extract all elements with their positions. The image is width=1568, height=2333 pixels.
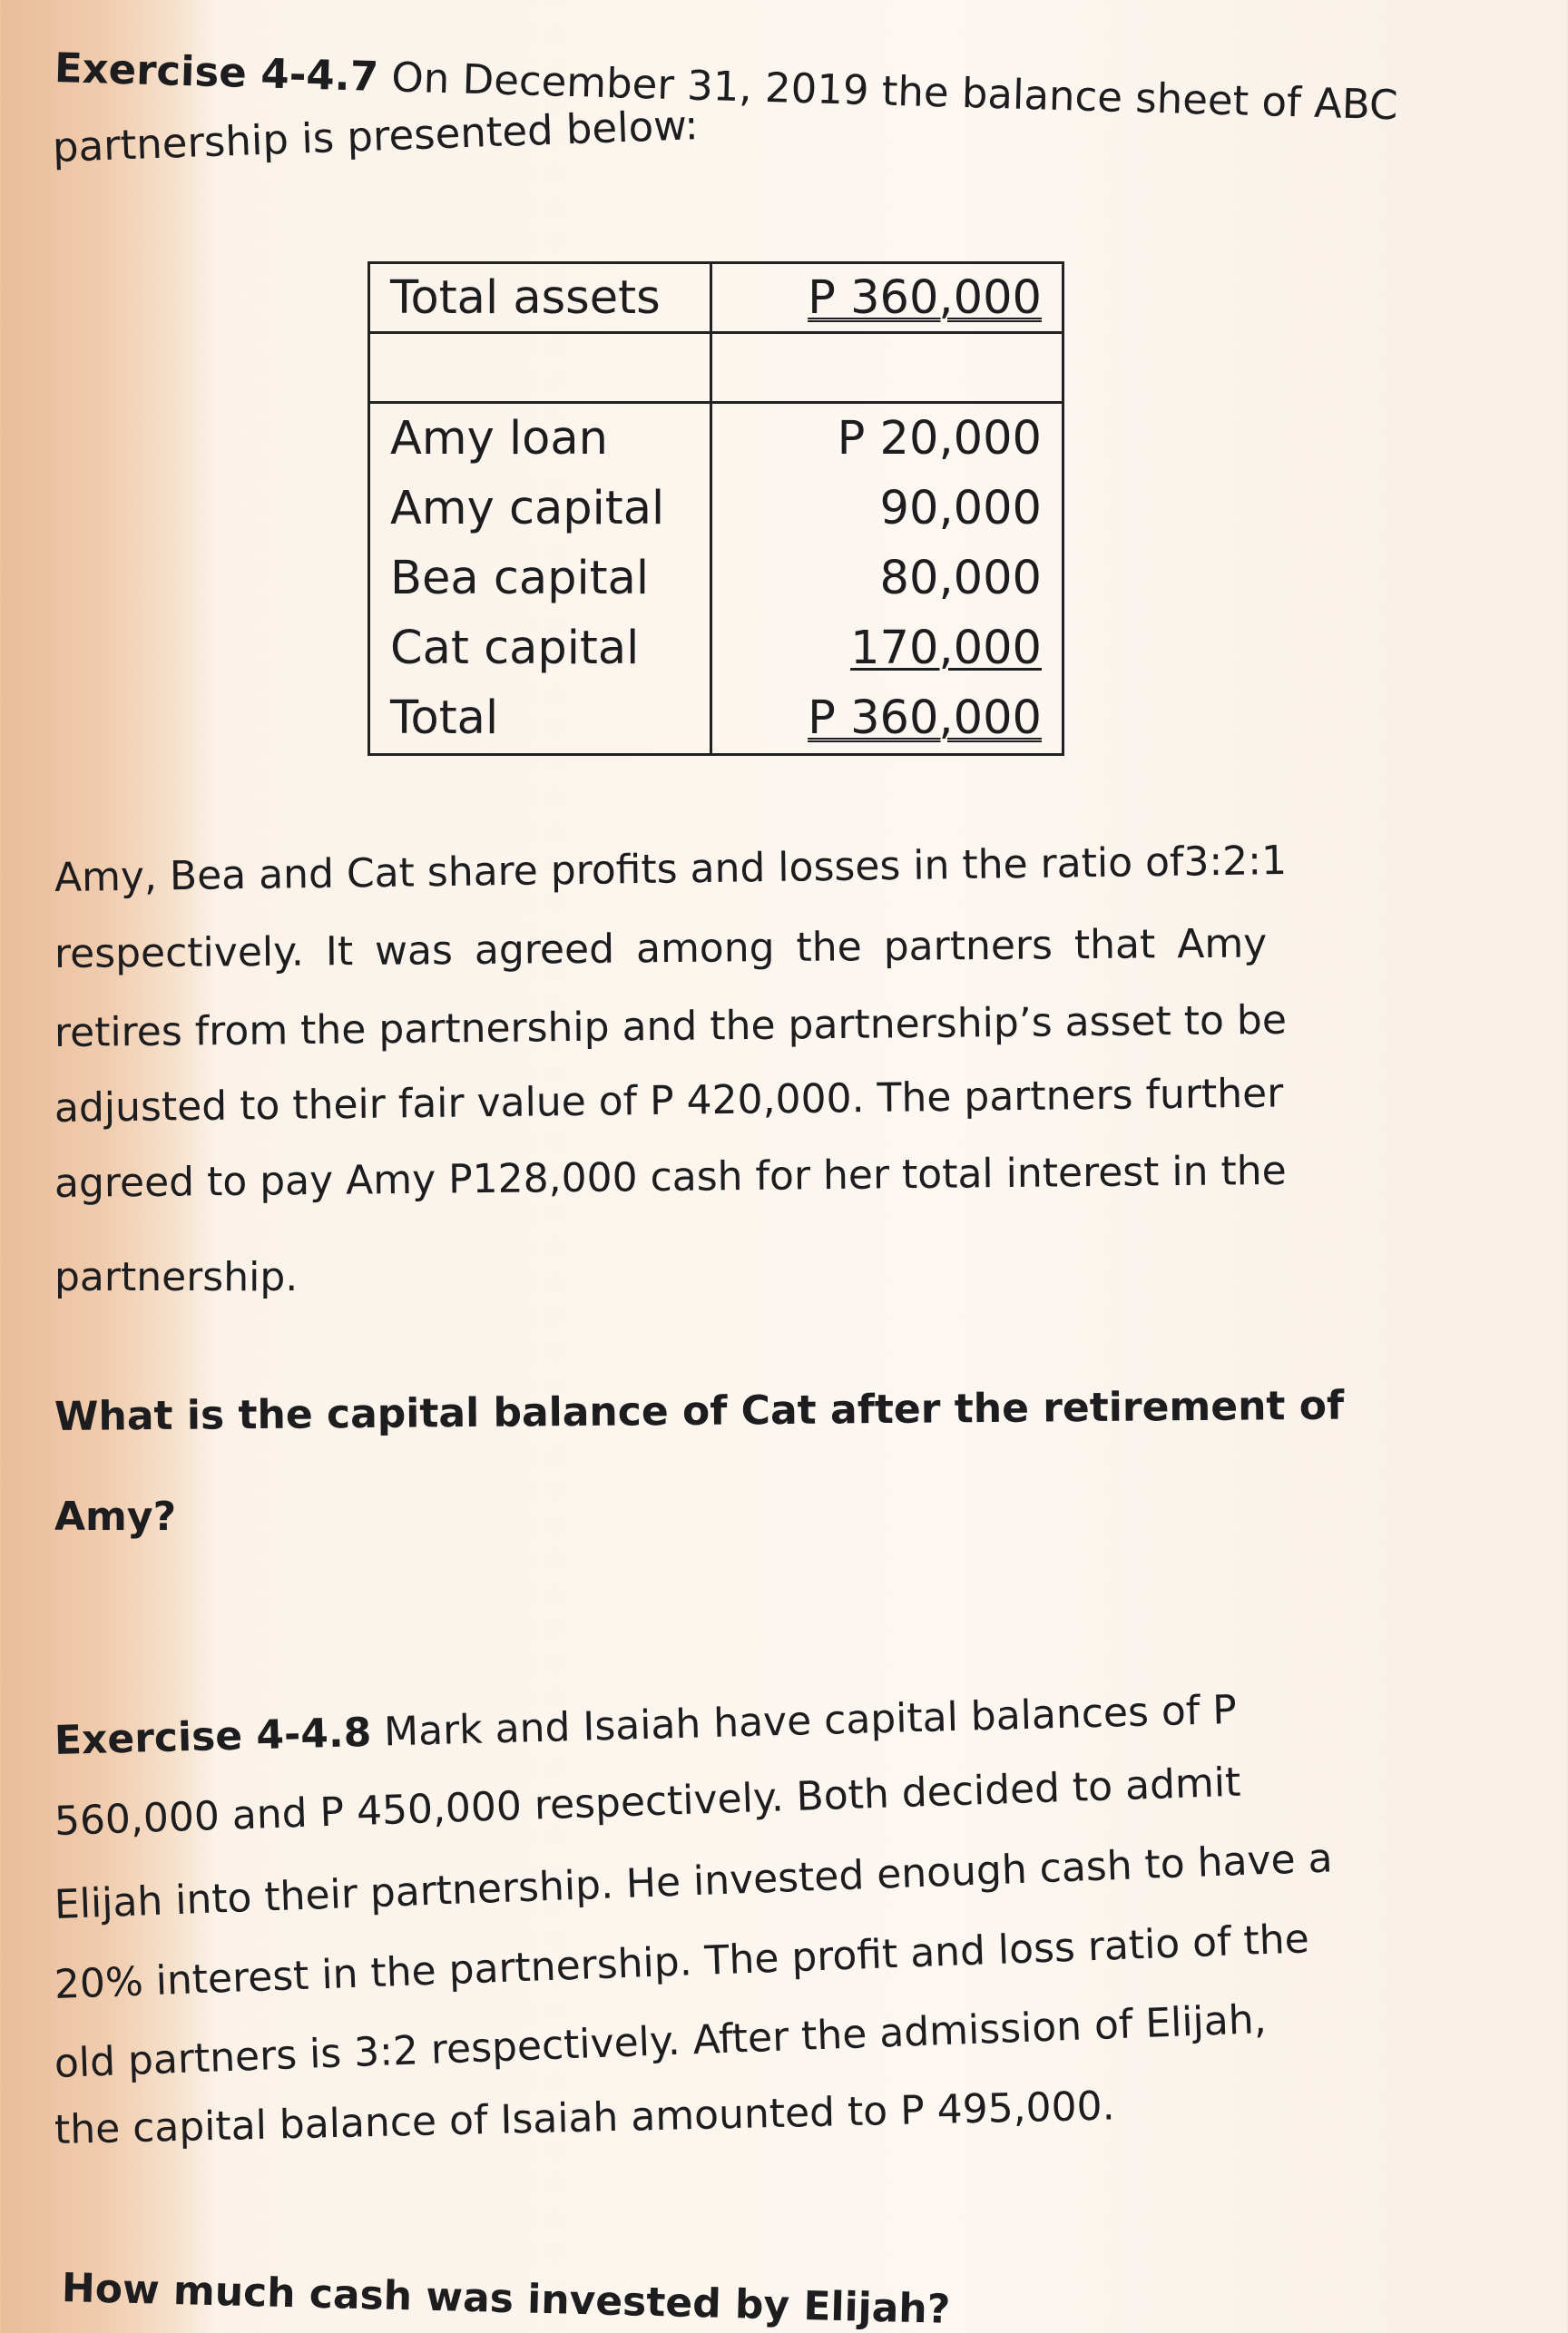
table-row xyxy=(369,544,1063,613)
table-row xyxy=(369,403,1063,475)
paragraph-line: the capital balance of Isaiah amounted to P 495,000. xyxy=(54,2083,1116,2153)
paragraph-line: 560,000 and P 450,000 respectively. Both decided to admit xyxy=(54,1759,1242,1845)
table-total-row xyxy=(369,683,1063,755)
row-label: Amy loan xyxy=(369,403,711,475)
question-line: What is the capital balance of Cat after the retirement of xyxy=(54,1382,1345,1440)
blank-cell xyxy=(711,333,1063,403)
cat-capital-amount: 170,000 xyxy=(850,622,1042,675)
question-line: How much cash was invested by Elijah? xyxy=(61,2265,951,2333)
row-label: Total xyxy=(369,683,711,755)
total-assets-row xyxy=(369,263,1063,333)
exercise-heading xyxy=(54,1686,1238,1764)
blank-row xyxy=(369,333,1063,403)
row-label: Cat capital xyxy=(369,613,711,683)
row-value: P 20,000 xyxy=(711,403,1063,475)
row-label: Amy capital xyxy=(369,474,711,544)
total-assets-value xyxy=(711,263,1063,333)
paragraph-line: Amy, Bea and Cat share profits and losses in the ratio of3:2:1 xyxy=(54,838,1288,901)
exercise-number: Exercise 4-4.7 xyxy=(54,44,379,101)
table-row xyxy=(369,613,1063,683)
paragraph-line: adjusted to their fair value of P 420,000. The partners further xyxy=(54,1070,1284,1132)
row-value xyxy=(711,613,1063,683)
paragraph-line: retires from the partnership and the partnership’s asset to be xyxy=(54,996,1288,1056)
total-assets-amount: P 360,000 xyxy=(808,270,1042,325)
exercise-heading-line2: partnership is presented below: xyxy=(52,101,700,172)
table-row xyxy=(369,474,1063,544)
total-assets-label: Total assets xyxy=(369,263,711,333)
paragraph-line: respectively. It was agreed among the partners that Amy xyxy=(54,920,1268,977)
row-value xyxy=(711,683,1063,755)
paragraph-line: partnership. xyxy=(54,1254,299,1300)
blank-cell xyxy=(369,333,711,403)
exercise-heading xyxy=(54,44,1399,130)
exercise-intro: On December 31, 2019 the balance sheet of ABC xyxy=(377,52,1399,130)
total-amount: P 360,000 xyxy=(808,691,1042,745)
row-value: 90,000 xyxy=(711,474,1063,544)
exercise-intro: Mark and Isaiah have capital balances of P xyxy=(370,1686,1238,1756)
paragraph-line: Elijah into their partnership. He invested enough cash to have a xyxy=(54,1835,1334,1928)
row-label: Bea capital xyxy=(369,544,711,613)
exercise-number: Exercise 4-4.8 xyxy=(54,1709,372,1764)
row-value: 80,000 xyxy=(711,544,1063,613)
paragraph-line: old partners is 3:2 respectively. After the admission of Elijah, xyxy=(54,1996,1268,2087)
balance-sheet-table xyxy=(368,261,1064,756)
paragraph-line: agreed to pay Amy P128,000 cash for her total interest in the xyxy=(54,1147,1287,1207)
paragraph-line: 20% interest in the partnership. The profit and loss ratio of the xyxy=(54,1916,1310,2008)
question-line: Amy? xyxy=(54,1494,177,1540)
